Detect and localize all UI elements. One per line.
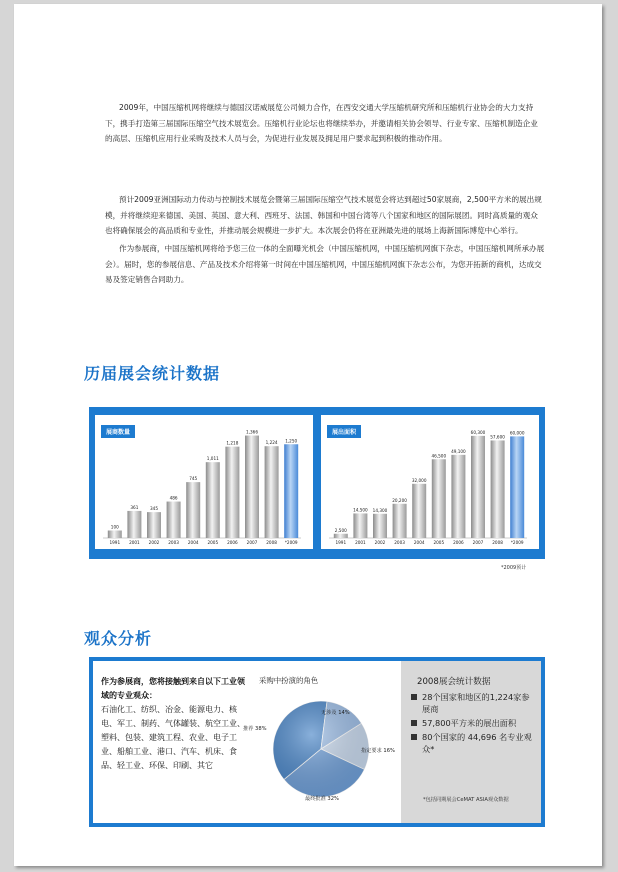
category-tick-label: 2006 (227, 540, 238, 545)
bar (510, 436, 524, 538)
category-tick-label: 2004 (187, 540, 199, 545)
bar (393, 504, 407, 538)
bar-value-label: 20,200 (392, 497, 407, 503)
bar (147, 512, 161, 538)
category-tick-label: 2001 (355, 540, 366, 545)
bar-value-label: 1,218 (226, 440, 239, 446)
bar-value-label: 345 (150, 506, 158, 512)
audience-industries (101, 675, 251, 773)
category-tick-label: 2004 (413, 540, 425, 545)
stats-2008-note: *包括同期展会CeMAT ASIA观众数据 (423, 797, 509, 803)
bar-value-label: 745 (189, 476, 198, 482)
category-tick-label: 2005 (433, 540, 445, 545)
bar (412, 484, 426, 538)
bar-value-label: 46,500 (431, 453, 447, 459)
audience-intro: 作为参展商，您将接触到来自以下工业领域的专业观众： (101, 677, 245, 700)
stats-footnote: *2009预计 (501, 565, 527, 571)
intro-paragraph-1: 2009年，中国压缩机网将继续与德国汉诺威展览公司倾力合作，在西安交通大学压缩机研究所和压缩机行业协会的大力支持下，携手打造第三届国际压缩空气技术展览会。压缩机行业论坛也将继续举办，并邀请相关协会领导、行业专家、压缩机制造企业的高层、压缩机应用行业采购及技术人员与会，为促进行业发展及拥足用户要求起到积极的推动作用。 (105, 103, 538, 144)
area-chart (321, 415, 539, 549)
bar-value-label: 361 (130, 504, 139, 510)
bar (491, 440, 505, 538)
bar-value-label: 1,366 (246, 429, 258, 435)
pie-label-final-approval: 最终批准 32% (305, 796, 339, 802)
bar (127, 511, 141, 538)
bar (373, 514, 387, 538)
intro-paragraph-3: 作为参展商，中国压缩机网将给予您三位一体的全面曝光机会（中国压缩机网，中国压缩机网旗下杂志，中国压缩机网所承办展会）。届时，您的参展信息、产品及技术介绍将第一时间在中国压缩机网，中国压缩机网旗下杂志公布，为您开拓新的商机，达成交易及签定销售合同助力。 (105, 244, 545, 285)
bar (265, 446, 279, 538)
intro-paragraph-2: 预计2009亚洲国际动力传动与控制技术展览会暨第三届国际压缩空气技术展览会将达到超过50家展商，2,500平方米的展出规模，并将继续迎来德国、美国、英国、意大利、西班牙、法国、韩国和中国台湾等八个国家和地区的国际展团。同时高质量的观众也将确保展会的高品质和专业性，并推动展会规模进一步扩大。本次展会仍将在亚洲最先进的展场上海新国际博览中心举行。 (105, 195, 542, 236)
bar (471, 436, 485, 538)
category-tick-label: *2009 (284, 540, 298, 545)
category-tick-label: 2001 (129, 540, 140, 545)
audience-panel (89, 657, 545, 827)
bar (284, 444, 298, 538)
bar (432, 459, 446, 538)
audience-industry-list: 石油化工、纺织、冶金、能源电力、核电、军工、制药、气体罐装、航空工业、塑料、包装、建筑工程、农业、电子工业、船舶工业、港口、汽车、机床、食品、轻工业、环保、印刷、其它 (101, 705, 245, 770)
bar-value-label: 100 (110, 524, 119, 530)
bar-value-label: 57,600 (490, 434, 505, 440)
bar-value-label: 32,000 (411, 477, 427, 483)
pie-label-not-involved: 无涉及 14% (321, 710, 350, 716)
audience-inner (93, 661, 541, 823)
bar (225, 447, 239, 538)
bar-value-label: 2,500 (334, 527, 347, 533)
category-tick-label: 2008 (266, 540, 277, 545)
stats-2008-box (401, 661, 541, 823)
category-tick-label: 2006 (453, 540, 464, 545)
exhibitor-chart (95, 415, 313, 549)
category-tick-label: *2009 (510, 540, 524, 545)
category-tick-label: 1991 (335, 540, 347, 545)
bar-value-label: 60,000 (509, 430, 525, 436)
stats-2008-title: 2008展会统计数据 (417, 677, 491, 687)
pie-label-specify: 指定要求 16% (361, 748, 395, 754)
category-tick-label: 2002 (148, 540, 160, 545)
category-tick-label: 2007 (246, 540, 258, 545)
category-tick-label: 2002 (374, 540, 386, 545)
stats-2008-list (409, 691, 537, 757)
list-item: 28个国家和地区的1,224家参展商 (409, 691, 537, 715)
bar (108, 531, 122, 539)
bar-value-label: 14,300 (372, 507, 388, 513)
chart-tag-area: 展出面积 (327, 425, 361, 438)
section-title-stats: 历届展会统计数据 (84, 364, 221, 383)
list-item: 57,800平方米的展出面积 (409, 717, 537, 729)
bar (186, 482, 200, 538)
bar (451, 455, 465, 538)
list-item: 80个国家的 44,696 名专业观众* (409, 731, 537, 755)
bar-value-label: 49,100 (451, 448, 466, 454)
category-tick-label: 1991 (109, 540, 121, 545)
category-tick-label: 2007 (472, 540, 484, 545)
bar-value-label: 1,011 (206, 456, 219, 462)
category-tick-label: 2008 (492, 540, 503, 545)
bar-value-label: 1,224 (265, 440, 278, 446)
category-tick-label: 2003 (394, 540, 405, 545)
bar-value-label: 14,500 (353, 507, 368, 513)
bar (245, 436, 259, 538)
bar (167, 502, 181, 538)
stats-panel (89, 407, 545, 559)
bar-value-label: 60,300 (470, 429, 486, 435)
bar-value-label: 486 (169, 495, 178, 501)
pie-title: 采购中扮演的角色 (259, 676, 319, 685)
category-tick-label: 2003 (168, 540, 179, 545)
bullet-square-icon (411, 720, 417, 726)
category-tick-label: 2005 (207, 540, 219, 545)
bar (206, 462, 220, 538)
document-page (14, 4, 602, 866)
bullet-square-icon (411, 694, 417, 700)
bar-value-label: 1,250 (285, 438, 298, 444)
chart-tag-exhibitors: 展商数量 (101, 425, 135, 438)
section-title-audience: 观众分析 (84, 629, 153, 648)
bar (334, 534, 348, 538)
bullet-square-icon (411, 734, 417, 740)
pie-label-recommend: 推荐 38% (243, 726, 267, 732)
bar (353, 513, 367, 538)
